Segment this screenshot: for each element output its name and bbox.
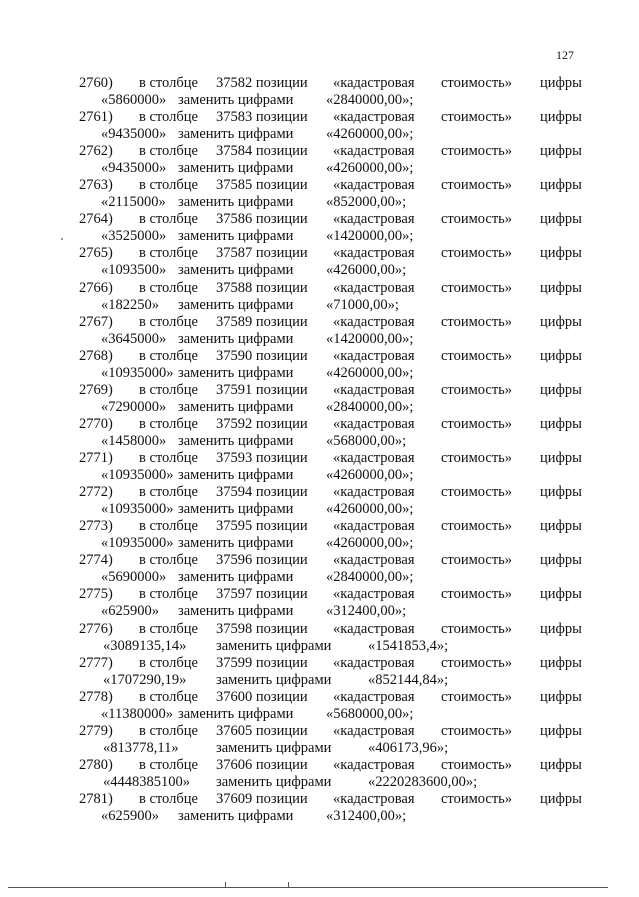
- list-item: [0, 280, 639, 314]
- in-column-label: в столбце: [139, 620, 198, 637]
- position-label: позиции: [255, 722, 308, 739]
- column-number-value: 37593: [216, 450, 253, 467]
- cadastral-label: «кадастровая: [333, 552, 415, 569]
- column-number: [216, 689, 308, 706]
- column-number: [216, 177, 308, 194]
- cadastral-label: «кадастровая: [333, 245, 415, 262]
- column-number: [216, 586, 308, 603]
- new-value: «2840000,00»;: [326, 398, 414, 415]
- replace-label: заменить цифрами: [216, 671, 332, 688]
- in-column-label: в столбце: [139, 688, 198, 705]
- column-number-value: 37583: [216, 109, 253, 126]
- new-value: «4260000,00»;: [326, 364, 414, 381]
- in-column-label: в столбце: [139, 552, 198, 569]
- in-column-label: в столбце: [139, 518, 198, 535]
- in-column-label: в столбце: [139, 279, 198, 296]
- position-label: позиции: [255, 790, 308, 807]
- old-value: «2115000»: [101, 194, 166, 211]
- figures-label: цифры: [540, 518, 582, 535]
- entry-number: 2780): [79, 756, 113, 773]
- in-column-label: в столбце: [139, 143, 198, 160]
- new-value: «426000,00»;: [326, 262, 407, 279]
- entry-number: 2771): [79, 450, 113, 467]
- entry-number: 2778): [79, 688, 113, 705]
- cost-label: стоимость»: [441, 109, 513, 126]
- in-column-label: в столбце: [139, 450, 198, 467]
- column-number-value: 37609: [216, 790, 253, 807]
- cost-label: стоимость»: [441, 211, 513, 228]
- entry-number: 2766): [79, 279, 113, 296]
- column-number: [216, 552, 308, 569]
- column-number: [216, 109, 308, 126]
- old-value: «3645000»: [101, 330, 167, 347]
- old-value: «11380000»: [101, 705, 173, 722]
- cadastral-label: «кадастровая: [333, 313, 415, 330]
- cadastral-label: «кадастровая: [333, 688, 415, 705]
- list-item: [0, 621, 639, 655]
- cost-label: стоимость»: [441, 143, 513, 160]
- in-column-label: в столбце: [139, 415, 198, 432]
- cadastral-label: «кадастровая: [333, 211, 415, 228]
- column-number: [216, 143, 308, 160]
- column-number: [216, 348, 308, 365]
- cost-label: стоимость»: [441, 620, 513, 637]
- new-value: «312400,00»;: [326, 603, 407, 620]
- entry-number: 2779): [79, 722, 113, 739]
- cadastral-label: «кадастровая: [333, 790, 415, 807]
- replace-label: заменить цифрами: [178, 432, 294, 449]
- old-value: «182250»: [101, 296, 159, 313]
- cadastral-label: «кадастровая: [333, 722, 415, 739]
- entry-number: 2774): [79, 552, 113, 569]
- entry-number: 2775): [79, 586, 113, 603]
- figures-label: цифры: [540, 450, 582, 467]
- cost-label: стоимость»: [441, 177, 513, 194]
- position-label: позиции: [255, 654, 308, 671]
- figures-label: цифры: [540, 722, 582, 739]
- new-value: «1420000,00»;: [326, 228, 414, 245]
- figures-label: цифры: [540, 211, 582, 228]
- column-number-value: 37591: [216, 381, 253, 398]
- cadastral-label: «кадастровая: [333, 177, 415, 194]
- column-number-value: 37595: [216, 518, 253, 535]
- column-number-value: 37585: [216, 177, 253, 194]
- new-value: «4260000,00»;: [326, 160, 414, 177]
- new-value: «406173,96»;: [368, 739, 449, 756]
- position-label: позиции: [255, 279, 308, 296]
- position-label: позиции: [255, 688, 308, 705]
- scan-speck: [61, 238, 63, 240]
- new-value: «568000,00»;: [326, 432, 407, 449]
- column-number: [216, 484, 308, 501]
- replace-label: заменить цифрами: [178, 160, 294, 177]
- cost-label: стоимость»: [441, 381, 513, 398]
- old-value: «3089135,14»: [103, 637, 187, 654]
- entry-number: 2770): [79, 415, 113, 432]
- figures-label: цифры: [540, 109, 582, 126]
- column-number-value: 37588: [216, 279, 253, 296]
- cost-label: стоимость»: [441, 75, 513, 91]
- column-number-value: 37584: [216, 143, 253, 160]
- cadastral-label: «кадастровая: [333, 381, 415, 398]
- entry-number: 2772): [79, 484, 113, 501]
- entry-number: 2767): [79, 313, 113, 330]
- cadastral-label: «кадастровая: [333, 518, 415, 535]
- cost-label: стоимость»: [441, 654, 513, 671]
- replace-label: заменить цифрами: [178, 194, 294, 211]
- new-value: «2220283600,00»;: [368, 773, 478, 790]
- entry-number: 2781): [79, 790, 113, 807]
- in-column-label: в столбце: [139, 75, 198, 91]
- in-column-label: в столбце: [139, 347, 198, 364]
- replace-label: заменить цифрами: [178, 535, 294, 552]
- new-value: «2840000,00»;: [326, 569, 414, 586]
- column-number: [216, 757, 308, 774]
- old-value: «625900»: [101, 807, 159, 824]
- column-number-value: 37600: [216, 688, 253, 705]
- list-item: [0, 689, 639, 723]
- cost-label: стоимость»: [441, 722, 513, 739]
- figures-label: цифры: [540, 381, 582, 398]
- list-item: [0, 143, 639, 177]
- old-value: «5860000»: [101, 92, 167, 108]
- in-column-label: в столбце: [139, 790, 198, 807]
- replace-label: заменить цифрами: [178, 296, 294, 313]
- position-label: позиции: [255, 177, 308, 194]
- position-label: позиции: [255, 586, 308, 603]
- old-value: «9435000»: [101, 160, 167, 177]
- position-label: позиции: [255, 552, 308, 569]
- position-label: позиции: [255, 620, 308, 637]
- replace-label: заменить цифрами: [178, 467, 294, 484]
- position-label: позиции: [255, 313, 308, 330]
- column-number: [216, 655, 308, 672]
- replace-label: заменить цифрами: [178, 569, 294, 586]
- column-number: [216, 621, 308, 638]
- position-label: позиции: [255, 143, 308, 160]
- replace-label: заменить цифрами: [178, 126, 294, 143]
- column-number: [216, 75, 308, 92]
- column-number: [216, 450, 308, 467]
- position-label: позиции: [255, 484, 308, 501]
- new-value: «4260000,00»;: [326, 467, 414, 484]
- cadastral-label: «кадастровая: [333, 415, 415, 432]
- figures-label: цифры: [540, 654, 582, 671]
- old-value: «625900»: [101, 603, 159, 620]
- bottom-tick: [225, 882, 226, 888]
- new-value: «2840000,00»;: [326, 92, 414, 108]
- list-item: [0, 245, 639, 279]
- old-value: «813778,11»: [103, 739, 179, 756]
- replace-label: заменить цифрами: [178, 228, 294, 245]
- entry-number: 2761): [79, 109, 113, 126]
- list-item: [0, 757, 639, 791]
- cost-label: стоимость»: [441, 245, 513, 262]
- figures-label: цифры: [540, 620, 582, 637]
- figures-label: цифры: [540, 756, 582, 773]
- cost-label: стоимость»: [441, 518, 513, 535]
- in-column-label: в столбце: [139, 654, 198, 671]
- list-item: [0, 382, 639, 416]
- in-column-label: в столбце: [139, 756, 198, 773]
- replace-label: заменить цифрами: [178, 364, 294, 381]
- cost-label: стоимость»: [441, 484, 513, 501]
- replace-label: заменить цифрами: [178, 330, 294, 347]
- in-column-label: в столбце: [139, 211, 198, 228]
- replace-label: заменить цифрами: [216, 739, 332, 756]
- list-item: [0, 314, 639, 348]
- old-value: «10935000»: [101, 501, 174, 518]
- column-number: [216, 314, 308, 331]
- old-value: «9435000»: [101, 126, 167, 143]
- old-value: «3525000»: [101, 228, 167, 245]
- column-number: [216, 245, 308, 262]
- figures-label: цифры: [540, 143, 582, 160]
- replace-label: заменить цифрами: [178, 398, 294, 415]
- list-item: [0, 484, 639, 518]
- entry-number: 2768): [79, 347, 113, 364]
- new-value: «71000,00»;: [326, 296, 399, 313]
- column-number-value: 37598: [216, 620, 253, 637]
- new-value: «852144,84»;: [368, 671, 449, 688]
- entries-list: [0, 75, 639, 825]
- in-column-label: в столбце: [139, 586, 198, 603]
- list-item: [0, 109, 639, 143]
- list-item: [0, 75, 639, 109]
- position-label: позиции: [255, 381, 308, 398]
- in-column-label: в столбце: [139, 109, 198, 126]
- column-number: [216, 723, 308, 740]
- position-label: позиции: [255, 450, 308, 467]
- new-value: «1420000,00»;: [326, 330, 414, 347]
- entry-number: 2762): [79, 143, 113, 160]
- position-label: позиции: [255, 347, 308, 364]
- figures-label: цифры: [540, 790, 582, 807]
- list-item: [0, 552, 639, 586]
- position-label: позиции: [255, 415, 308, 432]
- column-number-value: 37596: [216, 552, 253, 569]
- in-column-label: в столбце: [139, 177, 198, 194]
- figures-label: цифры: [540, 279, 582, 296]
- cadastral-label: «кадастровая: [333, 347, 415, 364]
- old-value: «1093500»: [101, 262, 167, 279]
- new-value: «5680000,00»;: [326, 705, 414, 722]
- column-number-value: 37605: [216, 722, 253, 739]
- new-value: «4260000,00»;: [326, 535, 414, 552]
- entry-number: 2764): [79, 211, 113, 228]
- cost-label: стоимость»: [441, 450, 513, 467]
- new-value: «312400,00»;: [326, 807, 407, 824]
- figures-label: цифры: [540, 415, 582, 432]
- replace-label: заменить цифрами: [178, 92, 294, 108]
- list-item: [0, 348, 639, 382]
- entry-number: 2773): [79, 518, 113, 535]
- cadastral-label: «кадастровая: [333, 279, 415, 296]
- figures-label: цифры: [540, 484, 582, 501]
- list-item: [0, 416, 639, 450]
- new-value: «4260000,00»;: [326, 501, 414, 518]
- column-number-value: 37590: [216, 347, 253, 364]
- entry-number: 2777): [79, 654, 113, 671]
- column-number-value: 37599: [216, 654, 253, 671]
- entry-number: 2776): [79, 620, 113, 637]
- in-column-label: в столбце: [139, 313, 198, 330]
- replace-label: заменить цифрами: [178, 603, 294, 620]
- cost-label: стоимость»: [441, 415, 513, 432]
- old-value: «1458000»: [101, 432, 167, 449]
- list-item: [0, 723, 639, 757]
- replace-label: заменить цифрами: [178, 501, 294, 518]
- replace-label: заменить цифрами: [216, 773, 332, 790]
- bottom-rule: [8, 887, 608, 888]
- old-value: «5690000»: [101, 569, 167, 586]
- cadastral-label: «кадастровая: [333, 620, 415, 637]
- list-item: [0, 211, 639, 245]
- cost-label: стоимость»: [441, 347, 513, 364]
- replace-label: заменить цифрами: [216, 637, 332, 654]
- list-item: [0, 450, 639, 484]
- cost-label: стоимость»: [441, 313, 513, 330]
- replace-label: заменить цифрами: [178, 705, 294, 722]
- old-value: «7290000»: [101, 398, 167, 415]
- column-number-value: 37606: [216, 756, 253, 773]
- position-label: позиции: [255, 245, 308, 262]
- cost-label: стоимость»: [441, 552, 513, 569]
- in-column-label: в столбце: [139, 722, 198, 739]
- old-value: «1707290,19»: [103, 671, 187, 688]
- page-number: 127: [556, 48, 574, 62]
- position-label: позиции: [255, 109, 308, 126]
- cadastral-label: «кадастровая: [333, 75, 415, 91]
- figures-label: цифры: [540, 313, 582, 330]
- new-value: «4260000,00»;: [326, 126, 414, 143]
- replace-label: заменить цифрами: [178, 262, 294, 279]
- figures-label: цифры: [540, 586, 582, 603]
- in-column-label: в столбце: [139, 245, 198, 262]
- list-item: [0, 586, 639, 620]
- column-number-value: 37592: [216, 415, 253, 432]
- figures-label: цифры: [540, 688, 582, 705]
- column-number-value: 37594: [216, 484, 253, 501]
- position-label: позиции: [255, 75, 308, 91]
- in-column-label: в столбце: [139, 484, 198, 501]
- new-value: «1541853,4»;: [368, 637, 449, 654]
- cost-label: стоимость»: [441, 586, 513, 603]
- cadastral-label: «кадастровая: [333, 756, 415, 773]
- cadastral-label: «кадастровая: [333, 450, 415, 467]
- column-number: [216, 518, 308, 535]
- figures-label: цифры: [540, 75, 582, 91]
- cadastral-label: «кадастровая: [333, 484, 415, 501]
- column-number-value: 37587: [216, 245, 253, 262]
- column-number-value: 37586: [216, 211, 253, 228]
- cadastral-label: «кадастровая: [333, 109, 415, 126]
- list-item: [0, 791, 639, 825]
- cost-label: стоимость»: [441, 790, 513, 807]
- column-number: [216, 416, 308, 433]
- new-value: «852000,00»;: [326, 194, 407, 211]
- position-label: позиции: [255, 211, 308, 228]
- position-label: позиции: [255, 756, 308, 773]
- figures-label: цифры: [540, 552, 582, 569]
- entry-number: 2760): [79, 75, 113, 91]
- entry-number: 2769): [79, 381, 113, 398]
- replace-label: заменить цифрами: [178, 807, 294, 824]
- list-item: [0, 655, 639, 689]
- column-number: [216, 211, 308, 228]
- old-value: «10935000»: [101, 467, 174, 484]
- old-value: «4448385100»: [103, 773, 190, 790]
- entry-number: 2765): [79, 245, 113, 262]
- cost-label: стоимость»: [441, 756, 513, 773]
- figures-label: цифры: [540, 347, 582, 364]
- column-number-value: 37589: [216, 313, 253, 330]
- list-item: [0, 518, 639, 552]
- old-value: «10935000»: [101, 535, 174, 552]
- bottom-tick: [288, 882, 289, 888]
- list-item: [0, 177, 639, 211]
- cadastral-label: «кадастровая: [333, 654, 415, 671]
- column-number: [216, 791, 308, 808]
- column-number: [216, 280, 308, 297]
- cost-label: стоимость»: [441, 688, 513, 705]
- entry-number: 2763): [79, 177, 113, 194]
- column-number-value: 37582: [216, 75, 253, 91]
- old-value: «10935000»: [101, 364, 174, 381]
- cost-label: стоимость»: [441, 279, 513, 296]
- column-number-value: 37597: [216, 586, 253, 603]
- cadastral-label: «кадастровая: [333, 143, 415, 160]
- figures-label: цифры: [540, 177, 582, 194]
- column-number: [216, 382, 308, 399]
- figures-label: цифры: [540, 245, 582, 262]
- in-column-label: в столбце: [139, 381, 198, 398]
- cadastral-label: «кадастровая: [333, 586, 415, 603]
- position-label: позиции: [255, 518, 308, 535]
